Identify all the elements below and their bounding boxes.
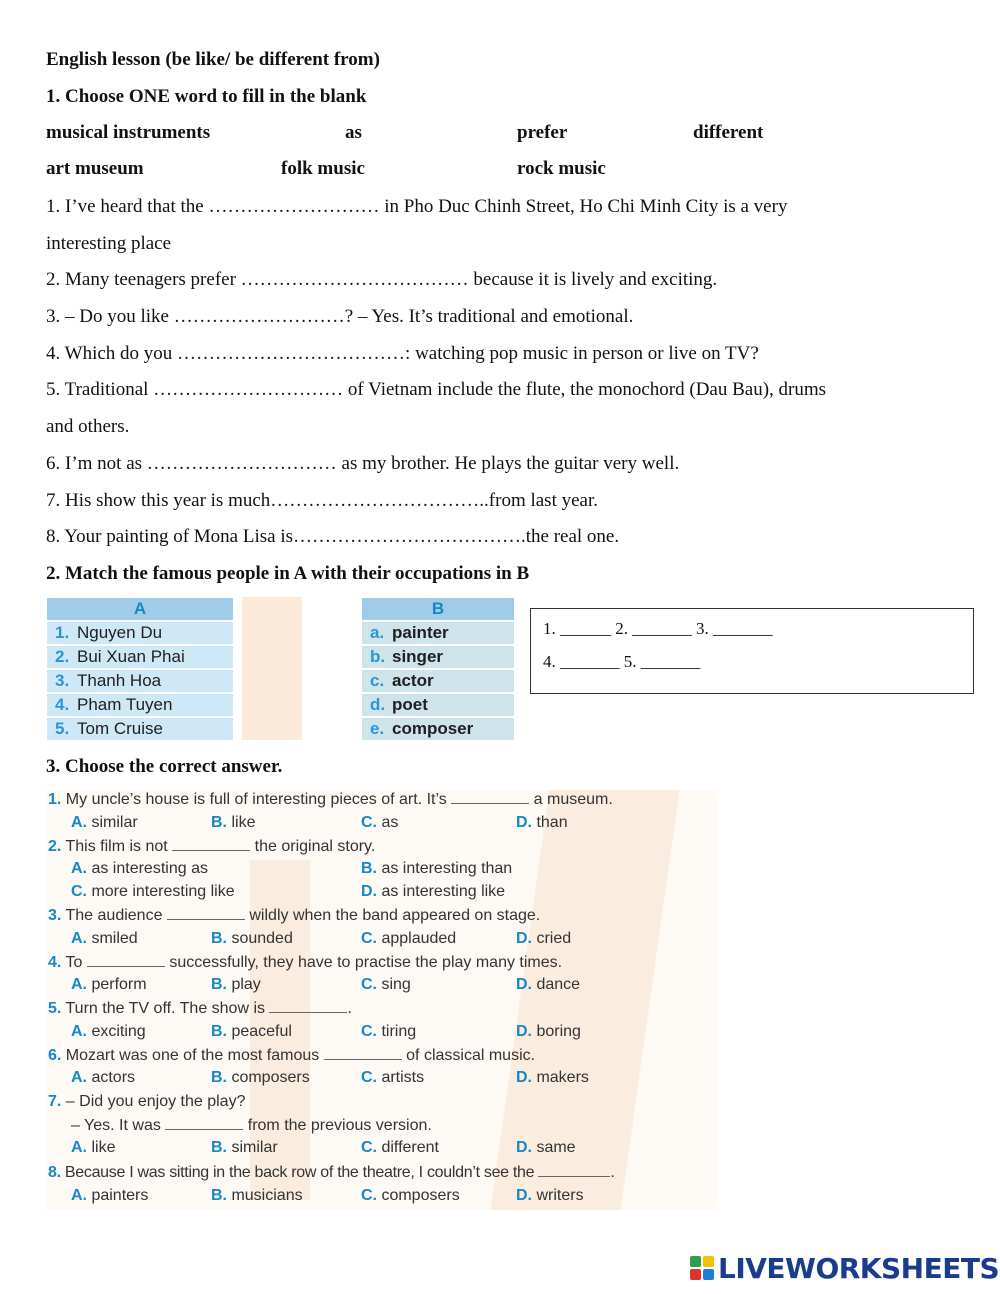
word-bank-item: prefer — [517, 122, 568, 143]
option-a[interactable]: A. as interesting as — [71, 860, 208, 877]
option-a[interactable]: A. exciting — [71, 1023, 146, 1040]
table-row: d. poet — [362, 694, 514, 716]
word-bank-item: different — [693, 122, 764, 143]
answer-blank[interactable] — [172, 836, 250, 851]
option-d[interactable]: D. boring — [516, 1023, 581, 1040]
question-2: 2. This film is not the original story. — [48, 838, 376, 855]
question-3: 3. The audience wildly when the band appeared on stage. — [48, 907, 541, 924]
option-c[interactable]: C. more interesting like — [71, 883, 235, 900]
section1-heading: 1. Choose ONE word to fill in the blank — [46, 86, 367, 107]
answer-line-1[interactable]: 1. ______ 2. _______ 3. _______ — [543, 619, 773, 638]
question-8: 8. Because I was sitting in the back row of the theatre, I couldn’t see the . — [48, 1164, 615, 1181]
question-5: 5. Turn the TV off. The show is . — [48, 1000, 352, 1017]
answer-blank[interactable] — [324, 1045, 402, 1060]
answer-line-2[interactable]: 4. _______ 5. _______ — [543, 652, 701, 671]
fill-sentence-1: 1. I’ve heard that the ……………………… in Pho Duc Chinh Street, Ho Chi Minh City is a very — [46, 196, 788, 217]
option-c[interactable]: C. different — [361, 1139, 439, 1156]
table-row: b. singer — [362, 646, 514, 668]
option-b[interactable]: B. as interesting than — [361, 860, 513, 877]
option-d[interactable]: D. as interesting like — [361, 883, 506, 900]
table-row: e. composer — [362, 718, 514, 740]
section3-heading: 3. Choose the correct answer. — [46, 756, 283, 777]
answer-blank[interactable] — [269, 998, 347, 1013]
question-4: 4. To successfully, they have to practise the play many times. — [48, 954, 563, 971]
word-bank-item: rock music — [517, 158, 606, 179]
table-row: 2. Bui Xuan Phai — [47, 646, 233, 668]
fill-sentence-7: 7. His show this year is much……………………………..from last year. — [46, 490, 599, 511]
word-bank-item: art museum — [46, 158, 144, 179]
option-b[interactable]: B. like — [211, 814, 256, 831]
option-c[interactable]: C. applauded — [361, 930, 457, 947]
page-title: English lesson (be like/ be different from) — [46, 49, 380, 70]
question-6: 6. Mozart was one of the most famous of classical music. — [48, 1047, 536, 1064]
word-bank-item: musical instruments — [46, 122, 211, 143]
fill-sentence-3: 3. – Do you like ………………………? – Yes. It’s traditional and emotional. — [46, 306, 634, 327]
option-d[interactable]: D. same — [516, 1139, 576, 1156]
option-a[interactable]: A. like — [71, 1139, 116, 1156]
table-row: 3. Thanh Hoa — [47, 670, 233, 692]
table-row: a. painter — [362, 622, 514, 644]
table-a-header: A — [47, 598, 233, 620]
table-b-header: B — [362, 598, 514, 620]
question-7: 7. – Did you enjoy the play? — [48, 1093, 246, 1110]
option-b[interactable]: B. sounded — [211, 930, 293, 947]
fill-sentence-4: 4. Which do you ………………………………: watching pop music in person or live on TV? — [46, 343, 759, 364]
word-bank-item: folk music — [281, 158, 365, 179]
section2-heading: 2. Match the famous people in A with their occupations in B — [46, 563, 530, 584]
answer-blank[interactable] — [87, 952, 165, 967]
option-a[interactable]: A. painters — [71, 1187, 149, 1204]
option-a[interactable]: A. perform — [71, 976, 147, 993]
fill-sentence-5-cont: and others. — [46, 416, 130, 437]
option-b[interactable]: B. similar — [211, 1139, 278, 1156]
option-d[interactable]: D. dance — [516, 976, 581, 993]
option-a[interactable]: A. similar — [71, 814, 138, 831]
question-1: 1. My uncle’s house is full of interesting pieces of art. It’s a museum. — [48, 791, 613, 808]
option-c[interactable]: C. artists — [361, 1069, 425, 1086]
fill-sentence-5: 5. Traditional ………………………… of Vietnam include the flute, the monochord (Dau Bau), drums — [46, 379, 827, 400]
option-c[interactable]: C. sing — [361, 976, 411, 993]
table-a — [47, 598, 233, 740]
fill-sentence-2: 2. Many teenagers prefer ……………………………… because it is lively and exciting. — [46, 269, 718, 290]
option-a[interactable]: A. smiled — [71, 930, 138, 947]
answer-blank[interactable] — [538, 1162, 610, 1177]
option-d[interactable]: D. writers — [516, 1187, 584, 1204]
fill-sentence-6: 6. I’m not as ………………………… as my brother. He plays the guitar very well. — [46, 453, 680, 474]
match-answer-box[interactable] — [530, 608, 974, 694]
option-c[interactable]: C. as — [361, 814, 399, 831]
option-c[interactable]: C. composers — [361, 1187, 460, 1204]
option-b[interactable]: B. play — [211, 976, 261, 993]
option-c[interactable]: C. tiring — [361, 1023, 417, 1040]
table-row: 1. Nguyen Du — [47, 622, 233, 644]
table-row: 5. Tom Cruise — [47, 718, 233, 740]
background-decoration — [242, 597, 302, 740]
fill-sentence-8: 8. Your painting of Mona Lisa is……………………………….the real one. — [46, 526, 620, 547]
option-a[interactable]: A. actors — [71, 1069, 136, 1086]
question-7-response: – Yes. It was from the previous version. — [71, 1117, 432, 1134]
logo-mark-icon — [690, 1256, 716, 1282]
table-row: c. actor — [362, 670, 514, 692]
logo-text: LIVEWORKSHEETS — [718, 1252, 1000, 1285]
option-d[interactable]: D. cried — [516, 930, 572, 947]
table-b — [362, 598, 514, 740]
fill-sentence-1-cont: interesting place — [46, 233, 172, 254]
option-b[interactable]: B. musicians — [211, 1187, 303, 1204]
answer-blank[interactable] — [451, 789, 529, 804]
answer-blank[interactable] — [165, 1115, 243, 1130]
option-b[interactable]: B. peaceful — [211, 1023, 292, 1040]
option-d[interactable]: D. makers — [516, 1069, 589, 1086]
answer-blank[interactable] — [167, 905, 245, 920]
option-b[interactable]: B. composers — [211, 1069, 310, 1086]
table-row: 4. Pham Tuyen — [47, 694, 233, 716]
word-bank-item: as — [345, 122, 362, 143]
option-d[interactable]: D. than — [516, 814, 568, 831]
